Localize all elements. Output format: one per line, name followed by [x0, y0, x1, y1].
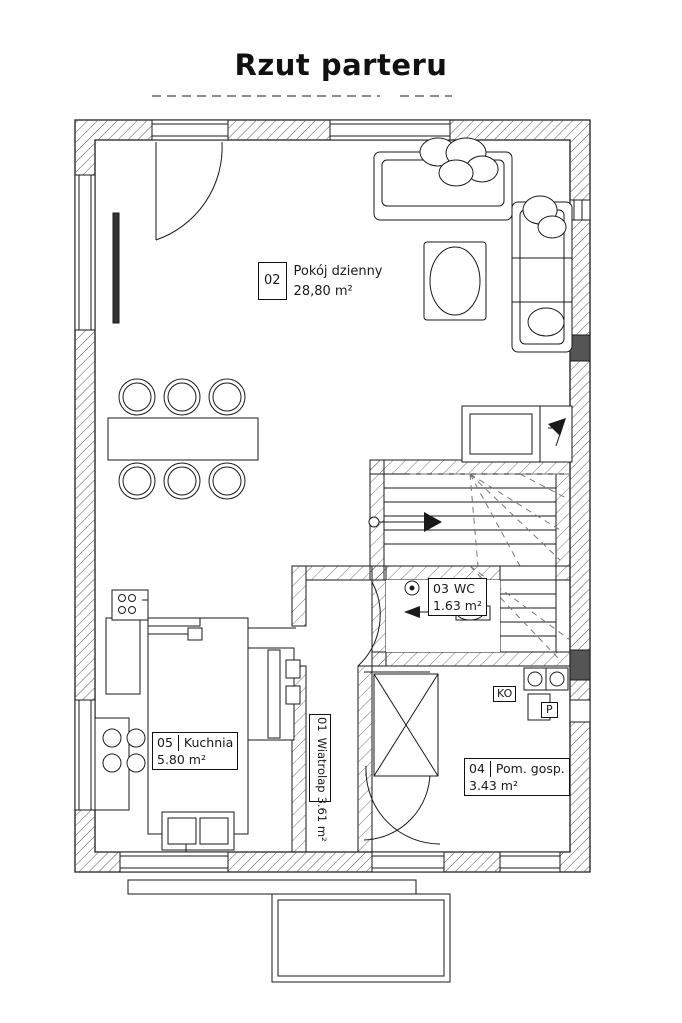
sofa-icon — [512, 196, 572, 352]
room-area-02: 28,80 m² — [293, 283, 353, 299]
room-area-03: 1.63 m² — [433, 597, 482, 613]
washing-machine-icon — [524, 668, 568, 690]
dining-table-icon — [108, 418, 258, 460]
room-number-02: 02 — [258, 262, 287, 300]
room-name-04: Pom. gosp. — [495, 761, 565, 776]
vestibule — [374, 674, 438, 776]
room-name-01: Wiatrolap — [315, 737, 329, 793]
kitchen-fixtures — [95, 590, 248, 852]
room-label-utility — [464, 758, 570, 796]
sofa-icon — [374, 138, 512, 220]
room-name-02: Pokój dzienny — [293, 264, 383, 279]
page-title: Rzut parteru — [234, 48, 448, 82]
room-name-03: WC — [453, 581, 475, 596]
annotation-p: P — [541, 702, 558, 718]
room-area-04: 3.43 m² — [469, 777, 518, 793]
room-area-01: 3.61 m² — [315, 796, 329, 842]
room-label-vestibule — [309, 714, 331, 842]
kitchen-sink-icon — [162, 812, 234, 852]
room-label-wc — [428, 578, 487, 616]
washbasin-icon — [405, 581, 419, 595]
entrance-platform — [128, 880, 450, 982]
coffee-table-icon — [424, 242, 486, 320]
room-number-04: 04 — [469, 761, 491, 777]
room-label-living-room — [258, 262, 383, 301]
annotation-ko: KO — [493, 686, 516, 702]
room-number-03: 03 — [433, 581, 449, 596]
living-room-furniture — [108, 138, 572, 499]
media-unit-icon — [462, 406, 572, 462]
room-name-05: Kuchnia — [183, 735, 234, 750]
room-area-05: 5.80 m² — [157, 751, 206, 767]
room-label-kitchen — [152, 732, 238, 770]
room-number-05: 05 — [157, 735, 179, 751]
room-number-01: 01 — [315, 717, 329, 732]
